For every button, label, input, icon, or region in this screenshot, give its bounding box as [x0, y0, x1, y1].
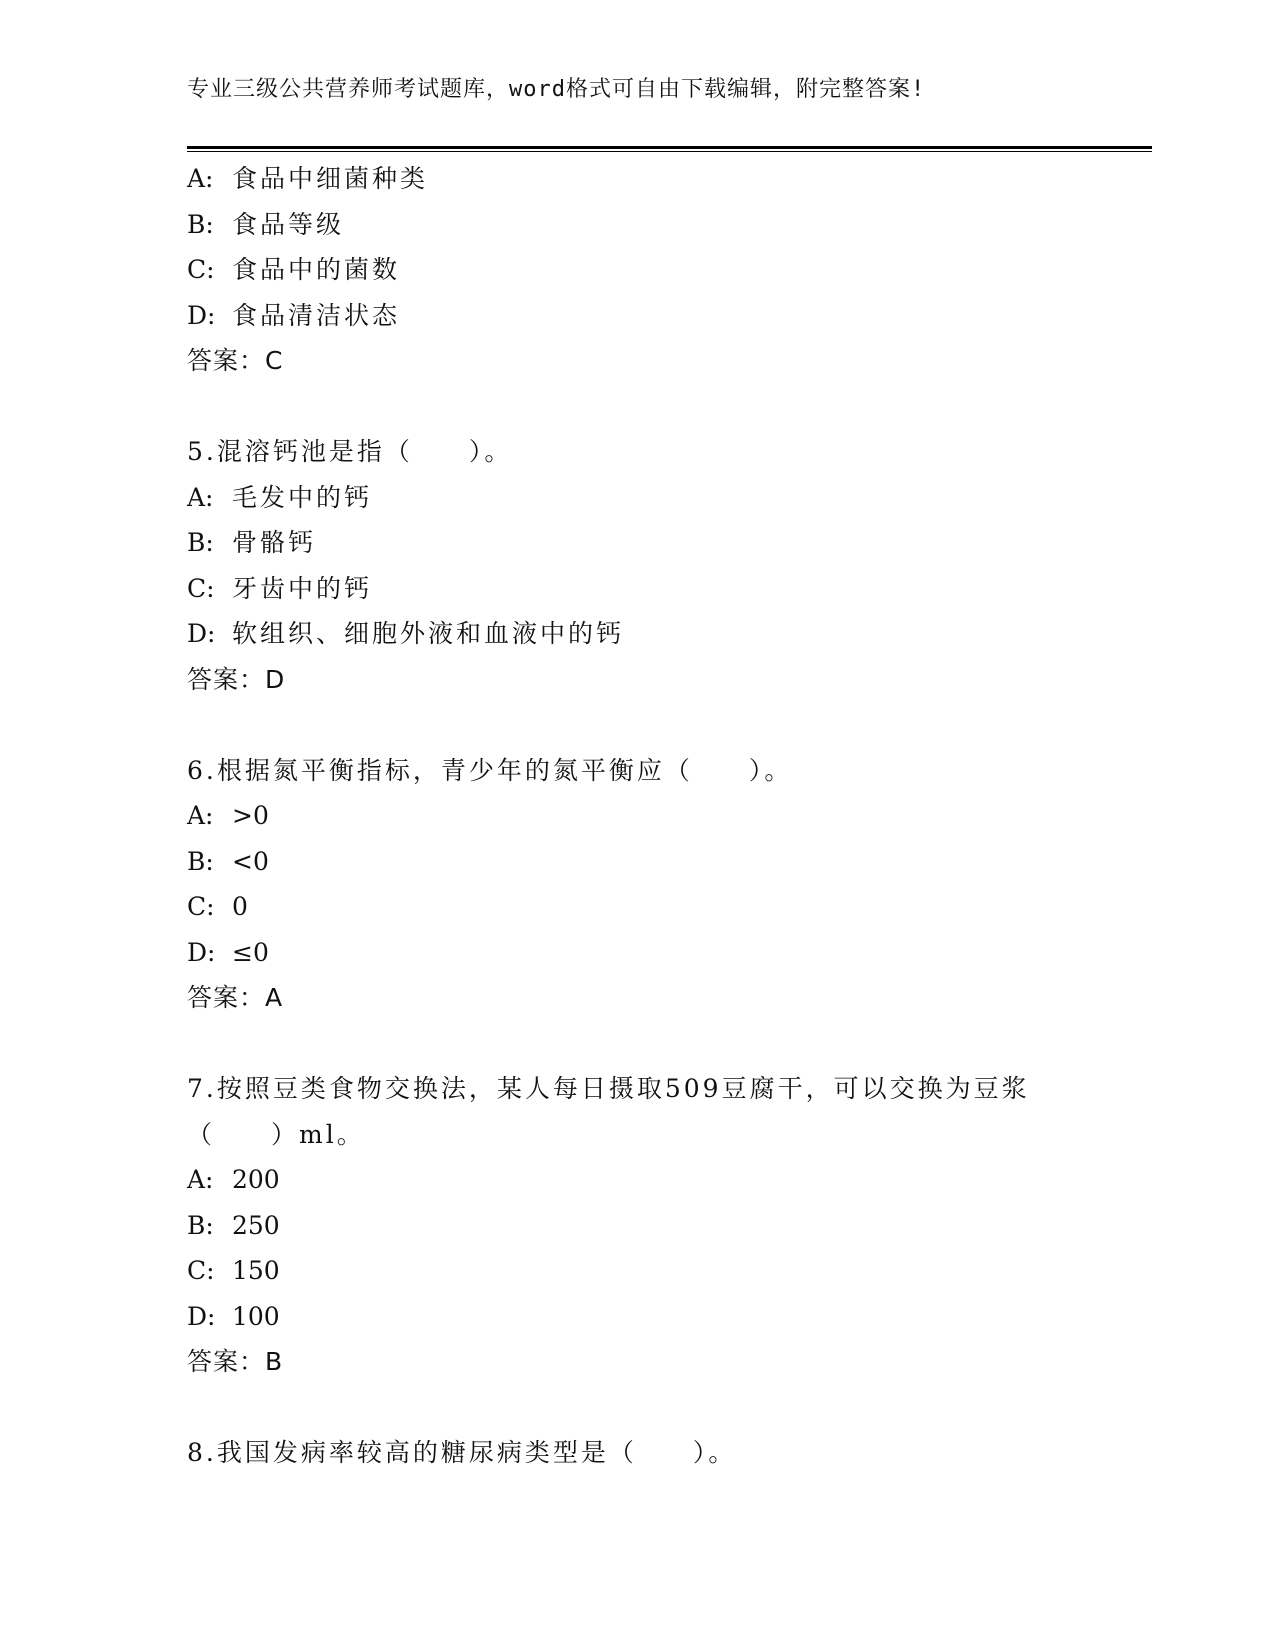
- option-b: [187, 1203, 1127, 1249]
- option-c: [187, 884, 1127, 930]
- option-a: [187, 793, 1127, 839]
- option-label: C:: [187, 1256, 215, 1285]
- option-a: [187, 1157, 1127, 1203]
- answer-line: 答案：D: [187, 664, 286, 694]
- question-block: [187, 156, 1127, 384]
- answer-line: 答案：A: [187, 983, 284, 1012]
- option-label: B:: [187, 1210, 214, 1240]
- option-text: 食品中细菌种类: [232, 164, 429, 193]
- option-label: A:: [187, 164, 214, 193]
- question-stem: 6.根据氮平衡指标，青少年的氮平衡应（ ）。: [187, 755, 793, 785]
- option-text: 200: [232, 1165, 280, 1194]
- header-rule-thick: [187, 146, 1152, 149]
- option-label: B:: [187, 209, 214, 239]
- option-label: A:: [187, 482, 214, 512]
- option-text: <0: [232, 846, 269, 876]
- option-a: [187, 475, 1127, 521]
- option-d: [187, 611, 1127, 657]
- option-text: 食品清洁状态: [232, 300, 401, 330]
- question-stem: 5.混溶钙池是指（ ）。: [187, 437, 513, 466]
- question-block: [187, 1430, 1127, 1476]
- option-text: 食品中的菌数: [232, 255, 401, 284]
- option-b: [187, 520, 1127, 566]
- option-label: B:: [187, 528, 214, 557]
- option-text: 牙齿中的钙: [232, 573, 373, 603]
- spacer: [187, 1385, 1127, 1431]
- option-label: D:: [187, 619, 216, 648]
- question-stem: 7.按照豆类食物交换法，某人每日摄取509豆腐干，可以交换为豆浆（ ）ml。: [187, 1074, 1030, 1149]
- option-label: C:: [187, 573, 215, 603]
- option-d: [187, 930, 1127, 976]
- option-c: [187, 566, 1127, 612]
- option-label: C:: [187, 255, 215, 284]
- option-c: [187, 1248, 1127, 1294]
- option-label: B:: [187, 846, 214, 876]
- option-label: D:: [187, 937, 216, 967]
- spacer: [187, 1021, 1127, 1067]
- spacer: [187, 702, 1127, 748]
- option-b: [187, 839, 1127, 885]
- answer-line: 答案：C: [187, 346, 284, 375]
- option-text: ≤0: [232, 937, 269, 967]
- option-text: 软组织、细胞外液和血液中的钙: [232, 619, 625, 648]
- option-text: 食品等级: [232, 209, 345, 239]
- page-header: 专业三级公共营养师考试题库，word格式可自由下载编辑，附完整答案!: [187, 77, 926, 102]
- option-a: [187, 156, 1127, 202]
- option-text: 0: [232, 892, 248, 921]
- question-block: [187, 748, 1127, 1021]
- option-d: [187, 293, 1127, 339]
- question-block: [187, 1066, 1127, 1385]
- option-c: [187, 247, 1127, 293]
- option-label: D:: [187, 300, 216, 330]
- question-stem: 8.我国发病率较高的糖尿病类型是（ ）。: [187, 1438, 737, 1467]
- option-label: A:: [187, 801, 214, 830]
- option-text: 100: [232, 1301, 280, 1331]
- spacer: [187, 384, 1127, 430]
- option-text: 150: [232, 1256, 280, 1285]
- question-block: [187, 429, 1127, 702]
- option-label: C:: [187, 892, 215, 921]
- option-d: [187, 1294, 1127, 1340]
- option-label: A:: [187, 1165, 214, 1194]
- header-rule-thin: [187, 151, 1152, 152]
- option-text: >0: [232, 801, 269, 830]
- option-text: 骨骼钙: [232, 528, 317, 557]
- option-label: D:: [187, 1301, 216, 1331]
- option-b: [187, 202, 1127, 248]
- option-text: 250: [232, 1210, 280, 1240]
- question-list: [187, 156, 1127, 1476]
- answer-line: 答案：B: [187, 1347, 284, 1376]
- option-text: 毛发中的钙: [232, 482, 373, 512]
